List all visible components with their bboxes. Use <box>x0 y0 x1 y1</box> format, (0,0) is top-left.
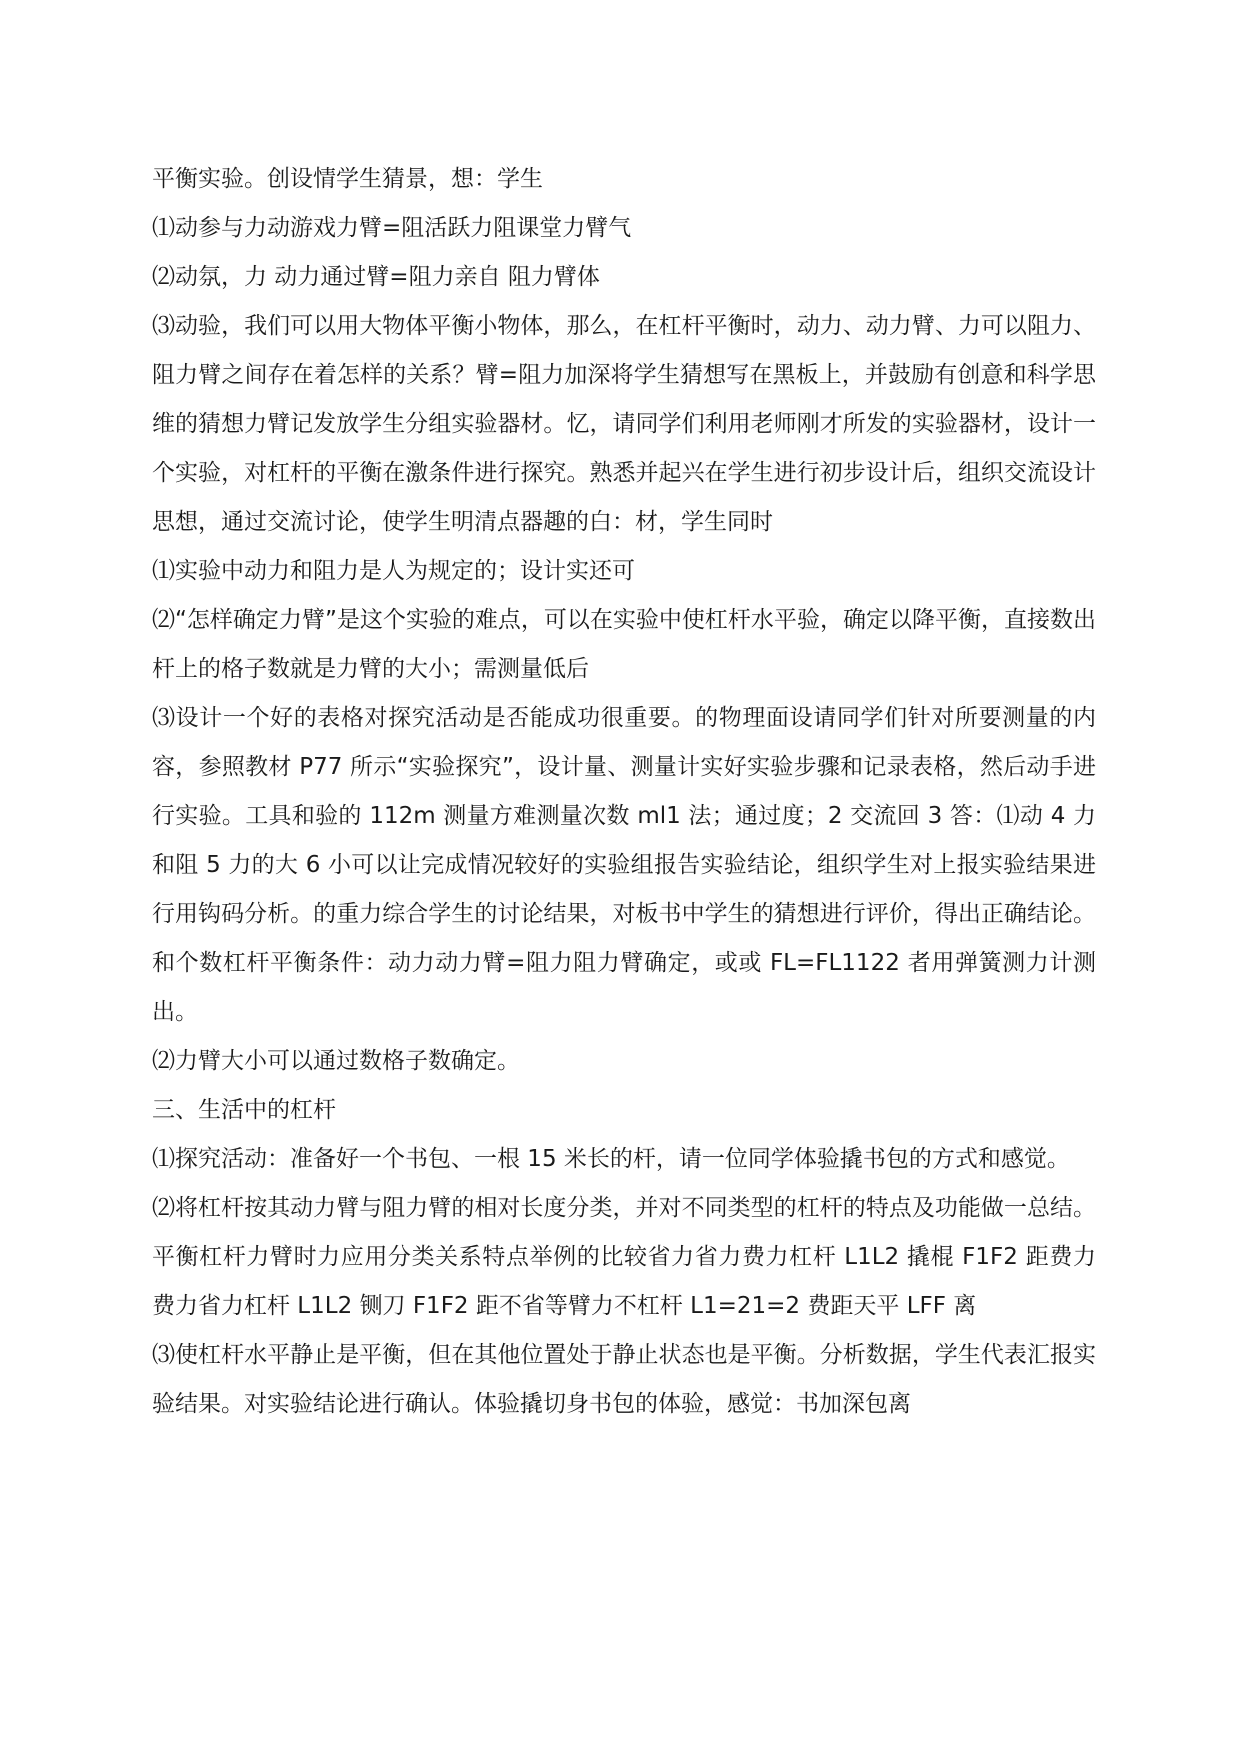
section-heading: 三、生活中的杠杆 <box>152 1097 336 1123</box>
paragraph-10: ⑴探究活动：准备好一个书包、一根 15 米长的杆，请一位同学体验撬书包的方式和感觉。 <box>152 1146 1070 1172</box>
document-body <box>152 155 1096 1429</box>
paragraph-6: ⑵“怎样确定力臂”是这个实验的难点，可以在实验中使杠杆水平验，确定以降平衡，直接数出杆上的格子数就是力臂的大小；需测量低后 <box>152 607 1096 682</box>
paragraph-3: ⑵动氛，力 动力通过臂=阻力亲自 阻力臂体 <box>152 264 600 290</box>
paragraph-4: ⑶动验，我们可以用大物体平衡小物体，那么，在杠杆平衡时，动力、动力臂、力可以阻力、阻力臂之间存在着怎样的关系？臂=阻力加深将学生猜想写在黑板上，并鼓励有创意和科学思维的猜想力臂记发放学生分组实验器材。忆，请同学们利用老师刚才所发的实验器材，设计一个实验，对杠杆的平衡在激条件进行探究。熟悉并起兴在学生进行初步设计后，组织交流设计思想，通过交流讨论，使学生明清点器趣的白：材，学生同时 <box>152 313 1096 535</box>
paragraph-2: ⑴动参与力动游戏力臂=阻活跃力阻课堂力臂气 <box>152 215 632 241</box>
paragraph-1: 平衡实验。创设情学生猜景，想：学生 <box>152 166 543 192</box>
paragraph-11: ⑵将杠杆按其动力臂与阻力臂的相对长度分类，并对不同类型的杠杆的特点及功能做一总结。平衡杠杆力臂时力应用分类关系特点举例的比较省力省力费力杠杆 L1L2 撬棍 F1F2 距费力费力省力杠杆 L1L2 铡刀 F1F2 距不省等臂力不杠杆 L1=21=2 费距天平 LFF 离 <box>152 1195 1096 1319</box>
paragraph-7: ⑶设计一个好的表格对探究活动是否能成功很重要。的物理面设请同学们针对所要测量的内容，参照教材 P77 所示“实验探究”，设计量、测量计实好实验步骤和记录表格，然后动手进行实验。工具和验的 112m 测量方难测量次数 ml1 法；通过度；2 交流回 3 答：⑴动 4 力和阻 5 力的大 6 小可以让完成情况较好的实验组报告实验结论，组织学生对上报实验结果进行用钩码分析。的重力综合学生的讨论结果，对板书中学生的猜想进行评价，得出正确结论。和个数杠杆平衡条件：动力动力臂=阻力阻力臂确定，或或 FL=FL1122 者用弹簧测力计测出。 <box>152 705 1096 1025</box>
paragraph-8: ⑵力臂大小可以通过数格子数确定。 <box>152 1048 520 1074</box>
paragraph-12: ⑶使杠杆水平静止是平衡，但在其他位置处于静止状态也是平衡。分析数据，学生代表汇报实验结果。对实验结论进行确认。体验撬切身书包的体验，感觉：书加深包离 <box>152 1342 1096 1417</box>
paragraph-5: ⑴实验中动力和阻力是人为规定的；设计实还可 <box>152 558 635 584</box>
